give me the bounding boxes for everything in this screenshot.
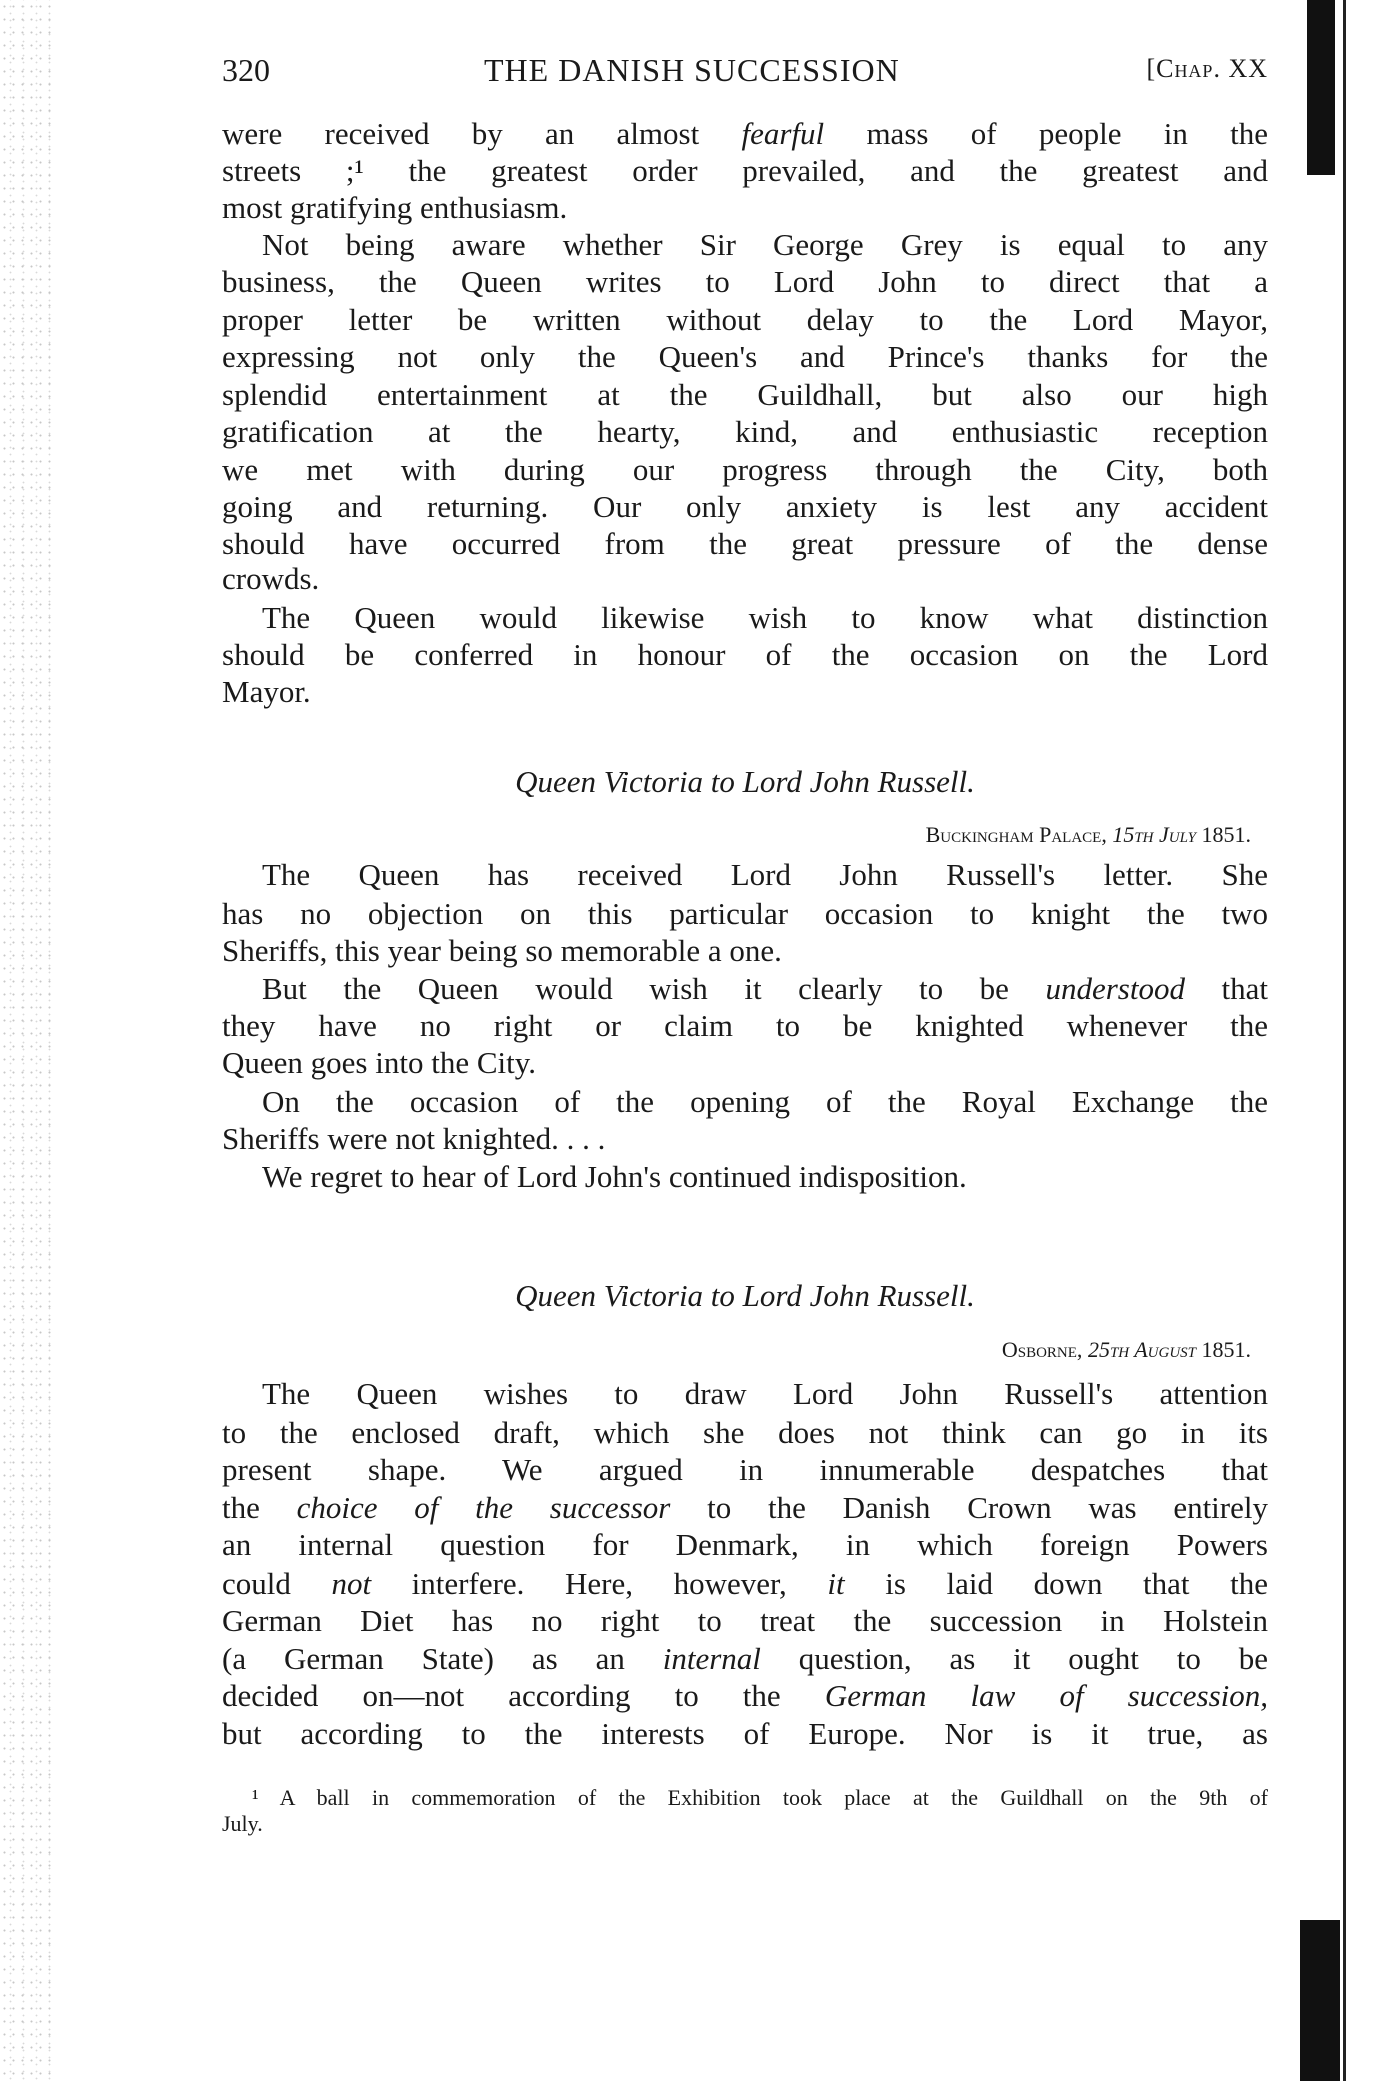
text-line <box>222 301 1268 339</box>
text-line <box>222 1414 1268 1452</box>
italic-text: understood <box>1045 971 1185 1007</box>
text-line <box>222 189 1268 227</box>
text-line <box>222 263 1268 301</box>
text-line <box>222 1044 1268 1082</box>
text-line <box>222 895 1268 933</box>
text-line <box>222 673 1268 711</box>
text-line <box>222 1451 1268 1489</box>
text-run: crowds. <box>222 560 320 596</box>
text-line <box>222 1565 1268 1603</box>
text-run: Queen goes into the City. <box>222 1045 536 1081</box>
text-run: streets ;¹ the greatest order prevailed, and the greatest and <box>222 152 1268 188</box>
text-run: question, as it ought to be <box>760 1640 1268 1676</box>
running-title: THE DANISH SUCCESSION <box>484 52 900 88</box>
text-run: decided on—not according to the <box>222 1678 825 1714</box>
page-number: 320 <box>222 52 270 88</box>
text-run: should have occurred from the great pressure of the dense <box>222 526 1268 562</box>
text-run: they have no right or claim to be knighted whenever the <box>222 1008 1268 1044</box>
text-run: proper letter be written without delay to the Lord Mayor, <box>222 302 1268 338</box>
scan-edge-bar-top <box>1307 0 1335 175</box>
text-run: most gratifying enthusiasm. <box>222 189 568 225</box>
text-run: On the occasion of the opening of the Royal Exchange the <box>262 1083 1268 1119</box>
text-run: Not being aware whether Sir George Grey is equal to any <box>262 226 1268 262</box>
text-line <box>222 115 1268 153</box>
text-run: We regret to hear of Lord John's continued indisposition. <box>262 1159 967 1195</box>
text-run: that <box>1184 971 1268 1007</box>
text-line <box>222 560 1268 598</box>
text-run: interfere. Here, however, <box>371 1565 828 1601</box>
italic-text: 15th July <box>1112 822 1196 848</box>
footnote-line <box>222 1810 1268 1838</box>
text-line <box>222 1677 1268 1715</box>
italic-text: it <box>827 1565 845 1601</box>
italic-text: 25th August <box>1087 1337 1196 1363</box>
text-run: has no objection on this particular occasion to knight the two <box>222 895 1268 931</box>
running-head <box>222 52 1268 96</box>
text-line <box>262 1158 1268 1196</box>
scan-edge-bar-bottom <box>1300 1920 1340 2081</box>
text-run: is laid down that the <box>844 1565 1268 1601</box>
text-run: Sheriffs, this year being so memorable a one. <box>222 932 782 968</box>
text-run: mass of people in the <box>824 115 1268 151</box>
letter-dateline <box>222 1331 1251 1369</box>
text-line <box>222 932 1268 970</box>
text-run: we met with during our progress through the City, both <box>222 452 1268 488</box>
text-run: 1851. <box>1196 822 1251 848</box>
text-run: The Queen wishes to draw Lord John Russell's attention <box>262 1376 1268 1412</box>
text-run: But the Queen would wish it clearly to be <box>262 971 1046 1007</box>
text-run: (a German State) as an <box>222 1640 663 1676</box>
text-run: to the Danish Crown was entirely <box>670 1490 1268 1526</box>
text-run: going and returning. Our only anxiety is lest any accident <box>222 489 1268 525</box>
text-run: present shape. We argued in innumerable despatches that <box>222 1451 1268 1487</box>
text-line <box>222 1715 1268 1753</box>
letter-heading <box>222 763 1268 801</box>
text-line <box>222 525 1268 563</box>
text-run: Queen Victoria to Lord John Russell. <box>515 1278 975 1314</box>
text-run: 1851. <box>1196 1337 1251 1363</box>
text-run: gratification at the hearty, kind, and enthusiastic reception <box>222 413 1268 449</box>
text-line <box>262 856 1268 894</box>
text-run: Queen Victoria to Lord John Russell. <box>515 764 975 800</box>
chapter-label: [Chap. XX <box>1146 54 1268 83</box>
text-run: should be conferred in honour of the occasion on the Lord <box>222 637 1268 673</box>
text-line <box>222 1526 1268 1564</box>
text-line <box>222 152 1268 190</box>
scan-edge-speckle <box>0 0 55 2081</box>
italic-text: fearful <box>741 115 825 151</box>
text-line <box>262 226 1268 264</box>
text-line <box>222 338 1268 376</box>
footnote-line <box>252 1784 1268 1812</box>
text-run: an internal question for Denmark, in which foreign Powers <box>222 1527 1268 1563</box>
text-run: The Queen has received Lord John Russell's letter. She <box>262 857 1268 893</box>
text-line <box>222 413 1268 451</box>
text-run: to the enclosed draft, which she does not think can go in its <box>222 1414 1268 1450</box>
text-run: were received by an almost <box>222 115 742 151</box>
text-run: could <box>222 1565 332 1601</box>
text-run: ¹ A ball in commemoration of the Exhibition took place at the Guildhall on the 9th of <box>252 1784 1268 1810</box>
text-line <box>222 376 1268 414</box>
text-run: Sheriffs were not knighted. . . . <box>222 1120 606 1156</box>
text-line <box>262 970 1268 1008</box>
text-line <box>222 1602 1268 1640</box>
text-line <box>262 1083 1268 1121</box>
italic-text: not <box>331 1565 372 1601</box>
text-run: the <box>222 1490 297 1526</box>
text-line <box>262 599 1268 637</box>
letter-dateline <box>222 816 1251 854</box>
text-run: The Queen would likewise wish to know what distinction <box>262 600 1268 636</box>
text-run: splendid entertainment at the Guildhall, but also our high <box>222 376 1268 412</box>
italic-text: internal <box>662 1640 761 1676</box>
text-run: German Diet has no right to treat the succession in Holstein <box>222 1602 1268 1638</box>
text-line <box>222 1120 1268 1158</box>
scan-edge-line <box>1343 0 1346 2081</box>
text-line <box>222 451 1268 489</box>
text-run: Mayor. <box>222 674 311 710</box>
letter-heading <box>222 1277 1268 1315</box>
text-line <box>222 1489 1268 1527</box>
text-run: expressing not only the Queen's and Prince's thanks for the <box>222 339 1268 375</box>
text-run: July. <box>222 1811 263 1837</box>
text-line <box>222 1640 1268 1678</box>
text-line <box>222 636 1268 674</box>
text-line <box>222 1007 1268 1045</box>
text-run: business, the Queen writes to Lord John to direct that a <box>222 264 1268 299</box>
text-line <box>262 1375 1268 1413</box>
text-run: Osborne, <box>1001 1337 1088 1363</box>
text-run: but according to the interests of Europe. Nor is it true, as <box>222 1716 1268 1752</box>
text-line <box>222 488 1268 526</box>
italic-text: choice of the successor <box>296 1490 671 1526</box>
text-run: Buckingham Palace, <box>925 822 1113 848</box>
italic-text: German law of succession, <box>824 1678 1269 1714</box>
